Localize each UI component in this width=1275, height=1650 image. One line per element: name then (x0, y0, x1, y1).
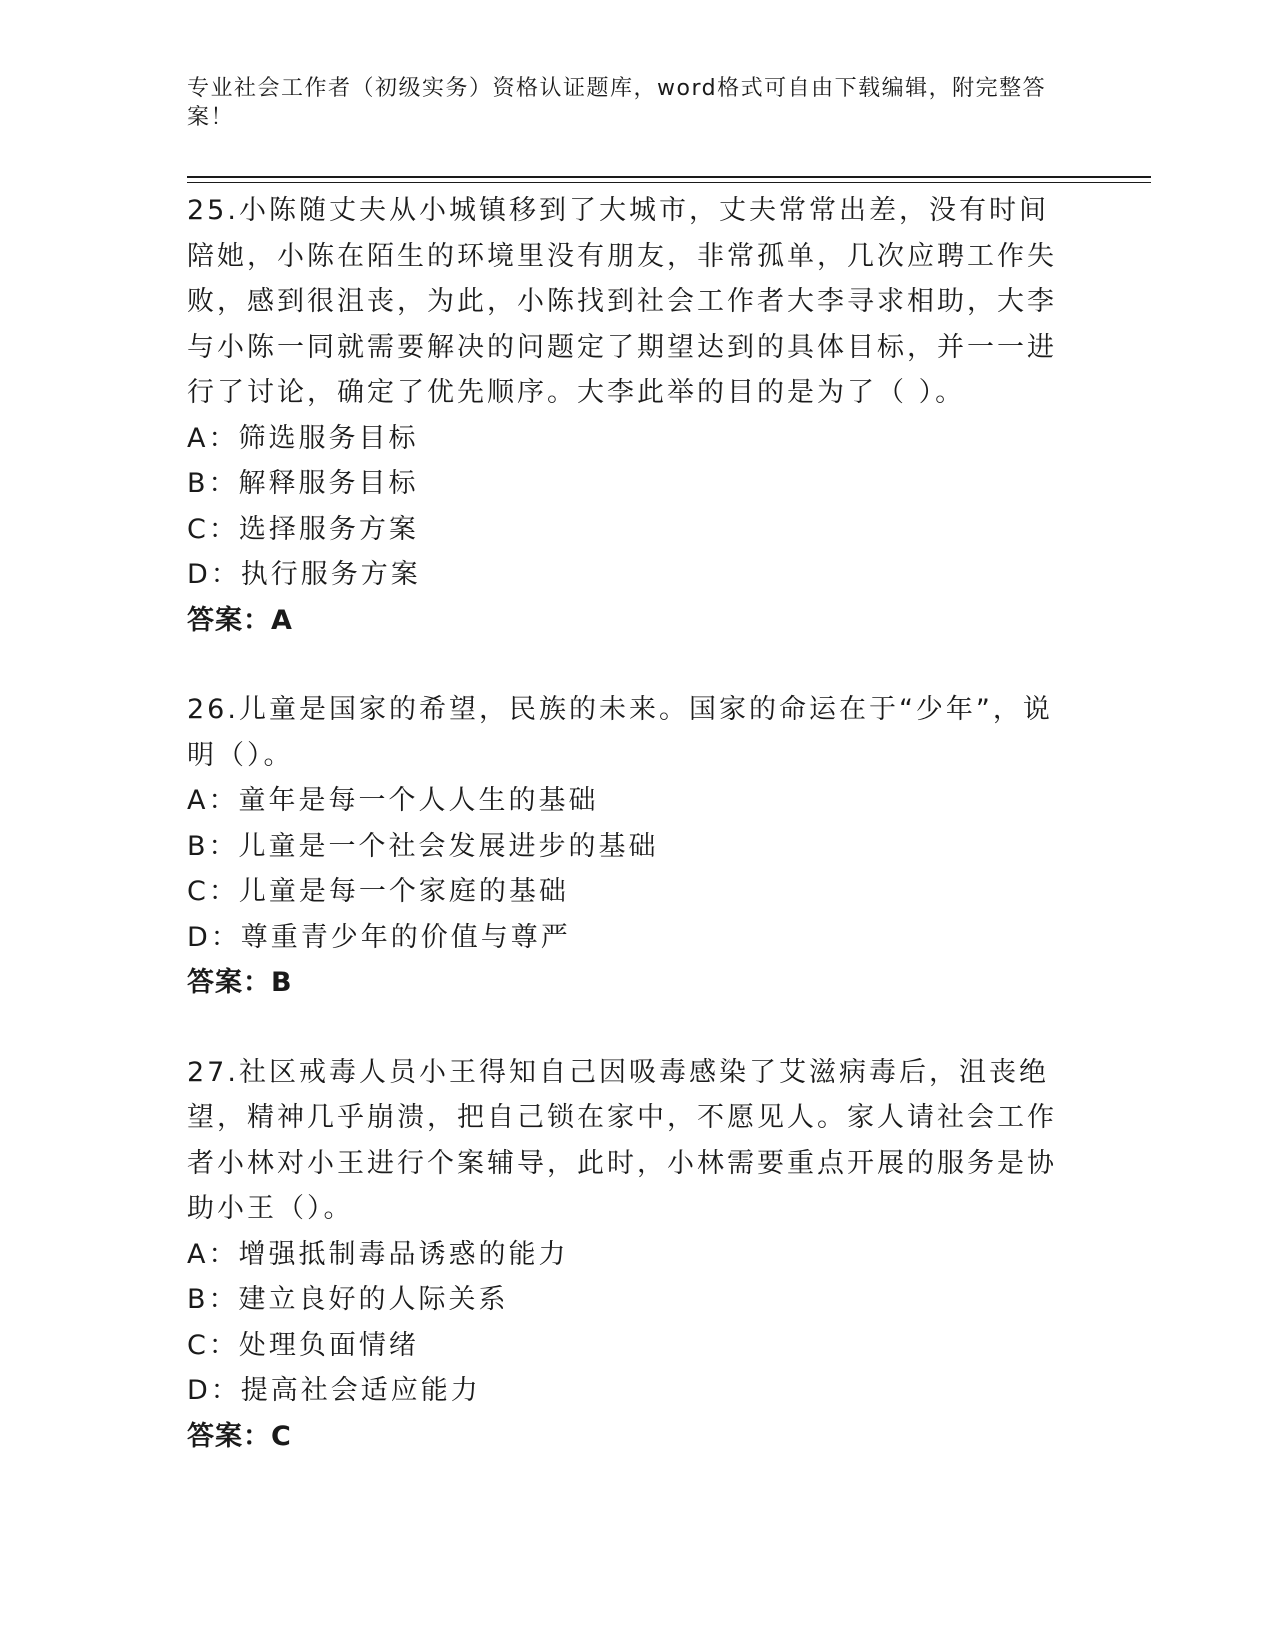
option-a: A：童年是每一个人人生的基础 (187, 785, 599, 816)
question-27 (187, 1050, 1067, 1460)
option-c: C：儿童是每一个家庭的基础 (187, 876, 569, 907)
question-stem: 27.社区戒毒人员小王得知自己因吸毒感染了艾滋病毒后，沮丧绝望，精神几乎崩溃，把自己锁在家中，不愿见人。家人请社会工作者小林对小王进行个案辅导，此时，小林需要重点开展的服务是协助小王（）。 (187, 1056, 1057, 1224)
option-c: C：选择服务方案 (187, 513, 419, 545)
question-answer: 答案：C (187, 1420, 292, 1452)
question-answer: 答案：B (187, 967, 293, 998)
option-a: A：筛选服务目标 (187, 422, 419, 454)
option-b: B：儿童是一个社会发展进步的基础 (187, 830, 659, 862)
option-a: A：增强抵制毒品诱惑的能力 (187, 1238, 569, 1270)
question-answer: 答案：A (187, 604, 293, 636)
option-b: B：建立良好的人际关系 (187, 1284, 509, 1315)
header-rule-thick (187, 176, 1151, 178)
option-d: D：提高社会适应能力 (187, 1375, 481, 1406)
question-stem: 25.小陈随丈夫从小城镇移到了大城市，丈夫常常出差，没有时间陪她，小陈在陌生的环境里没有朋友，非常孤单，几次应聘工作失败，感到很沮丧，为此，小陈找到社会工作者大李寻求相助，大李与小陈一同就需要解决的问题定了期望达到的具体目标，并一一进行了讨论，确定了优先顺序。大李此举的目的是为了（ ）。 (187, 195, 1057, 408)
option-d: D：执行服务方案 (187, 559, 421, 590)
option-d: D：尊重青少年的价值与尊严 (187, 921, 571, 953)
question-26 (187, 687, 1067, 1006)
option-b: B：解释服务目标 (187, 468, 419, 499)
option-c: C：处理负面情绪 (187, 1329, 419, 1361)
page-header: 专业社会工作者（初级实务）资格认证题库，word格式可自由下载编辑，附完整答案！ (187, 76, 1047, 130)
header-rule-thin (187, 182, 1151, 183)
question-25 (187, 188, 1067, 643)
question-stem: 26.儿童是国家的希望，民族的未来。国家的命运在于“少年”，说明（）。 (187, 694, 1053, 771)
question-list (187, 188, 1067, 1503)
